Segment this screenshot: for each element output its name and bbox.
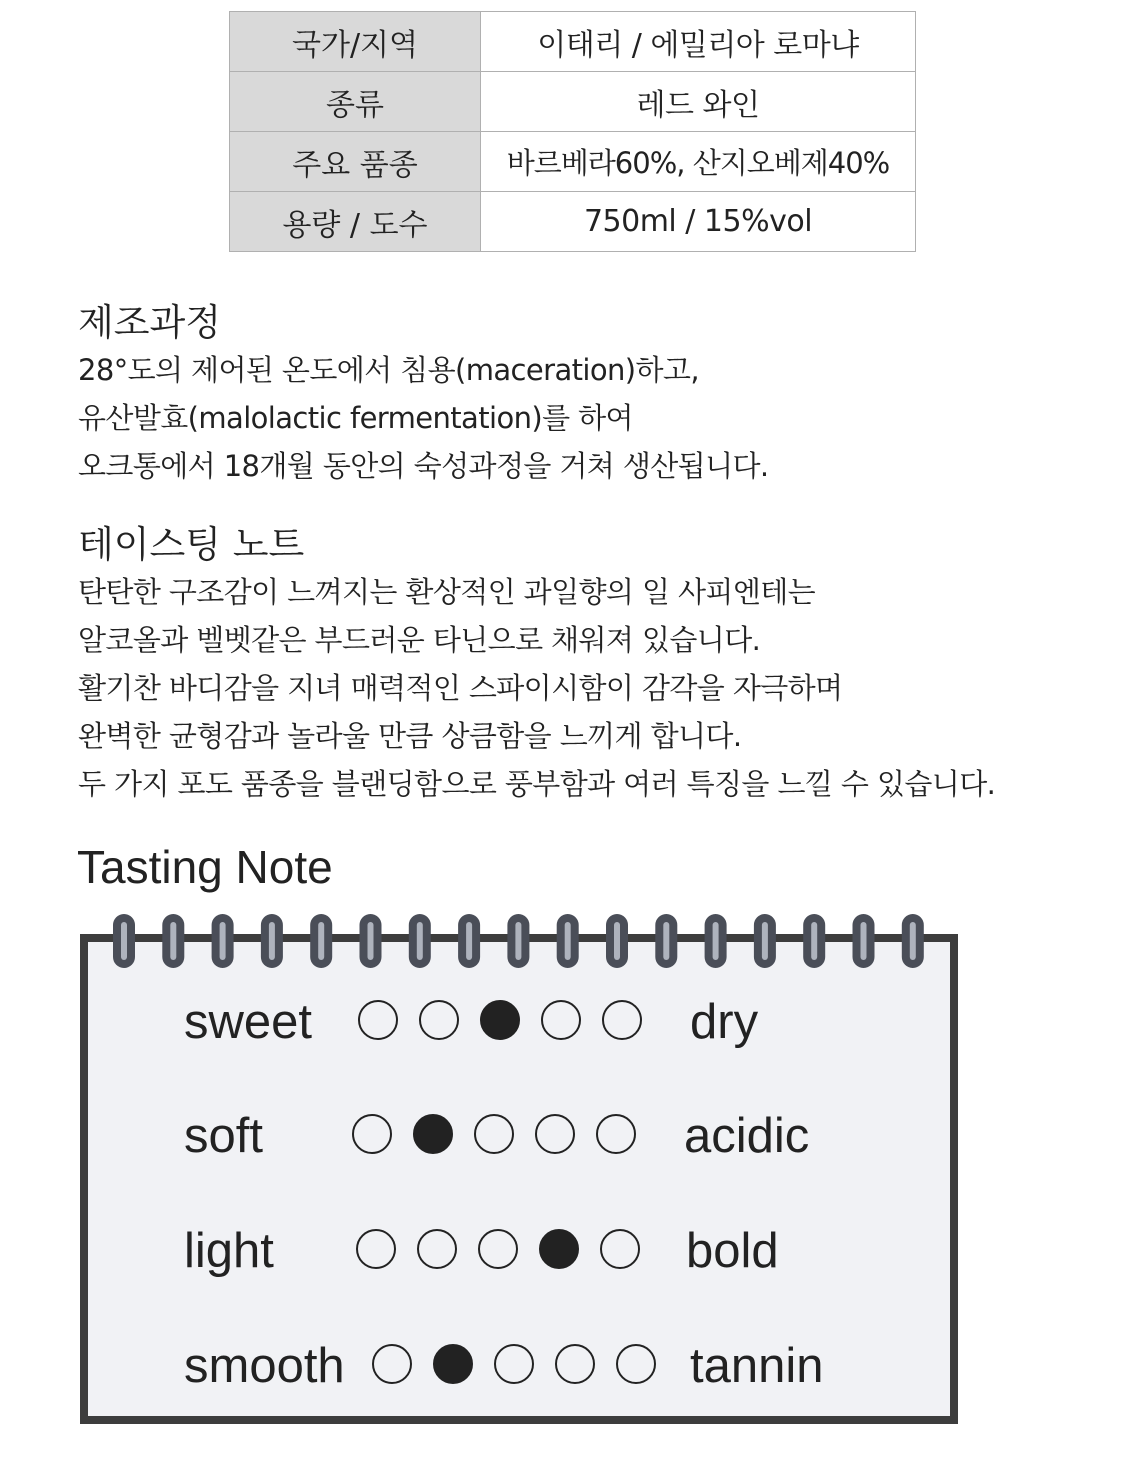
process-heading: 제조과정	[78, 301, 221, 344]
tasting-ko-line: 탄탄한 구조감이 느껴지는 환상적인 과일향의 일 사피엔테는	[78, 575, 816, 609]
rating-dot-empty	[600, 1229, 640, 1269]
tasting-ko-line: 알코올과 벨벳같은 부드러운 타닌으로 채워져 있습니다.	[78, 623, 761, 657]
scale-left-label: light	[184, 1224, 274, 1278]
rating-dot-empty	[602, 1000, 642, 1040]
scale-left-label: soft	[184, 1109, 263, 1163]
process-line: 28°도의 제어된 온도에서 침용(maceration)하고,	[78, 353, 699, 387]
spec-value: 750ml / 15%vol	[481, 192, 916, 252]
spec-label: 종류	[230, 72, 481, 132]
rating-dot-empty	[352, 1114, 392, 1154]
rating-dot-empty	[372, 1344, 412, 1384]
rating-dot-empty	[419, 1000, 459, 1040]
tasting-ko-heading: 테이스팅 노트	[78, 523, 305, 566]
spec-row-volume-abv	[230, 192, 916, 252]
spec-label: 국가/지역	[230, 12, 481, 72]
rating-dot-empty	[478, 1229, 518, 1269]
tasting-ko-line: 활기찬 바디감을 지녀 매력적인 스파이시함이 감각을 자극하며	[78, 671, 843, 705]
rating-dot-empty	[358, 1000, 398, 1040]
spec-row-grapes	[230, 132, 916, 192]
scale-right-label: tannin	[690, 1339, 824, 1393]
spec-row-region	[230, 12, 916, 72]
tasting-ko-line: 완벽한 균형감과 놀라울 만큼 상큼함을 느끼게 합니다.	[78, 719, 742, 753]
process-line: 오크통에서 18개월 동안의 숙성과정을 거쳐 생산됩니다.	[78, 449, 769, 483]
scale-right-label: bold	[686, 1224, 779, 1278]
scale-left-label: smooth	[184, 1339, 345, 1393]
rating-dot-empty	[535, 1114, 575, 1154]
tasting-ko-line: 두 가지 포도 품종을 블랜딩함으로 풍부함과 여러 특징을 느낄 수 있습니다.	[78, 767, 996, 801]
spec-label: 용량 / 도수	[230, 192, 481, 252]
rating-dot-empty	[541, 1000, 581, 1040]
scale-left-label: sweet	[184, 995, 313, 1049]
spec-label: 주요 품종	[230, 132, 481, 192]
spec-value: 바르베라60%, 산지오베제40%	[481, 132, 916, 192]
tasting-ko-paragraph	[78, 568, 995, 808]
wine-spec-table	[229, 11, 916, 252]
spec-value: 이태리 / 에밀리아 로마냐	[481, 12, 916, 72]
spec-row-type	[230, 72, 916, 132]
rating-dot-empty	[596, 1114, 636, 1154]
rating-dot-empty	[616, 1344, 656, 1384]
process-paragraph	[78, 346, 769, 490]
rating-dot-empty	[555, 1344, 595, 1384]
scale-right-label: dry	[690, 995, 759, 1049]
rating-dot-empty	[494, 1344, 534, 1384]
rating-dot-filled	[413, 1114, 453, 1154]
scale-right-label: acidic	[684, 1109, 810, 1163]
rating-dot-filled	[539, 1229, 579, 1269]
rating-dot-empty	[474, 1114, 514, 1154]
process-line: 유산발효(malolactic fermentation)를 하여	[78, 401, 633, 435]
rating-dot-empty	[417, 1229, 457, 1269]
tasting-note-heading: Tasting Note	[77, 841, 333, 893]
rating-dot-filled	[433, 1344, 473, 1384]
rating-dot-empty	[356, 1229, 396, 1269]
spec-value: 레드 와인	[481, 72, 916, 132]
rating-dot-filled	[480, 1000, 520, 1040]
